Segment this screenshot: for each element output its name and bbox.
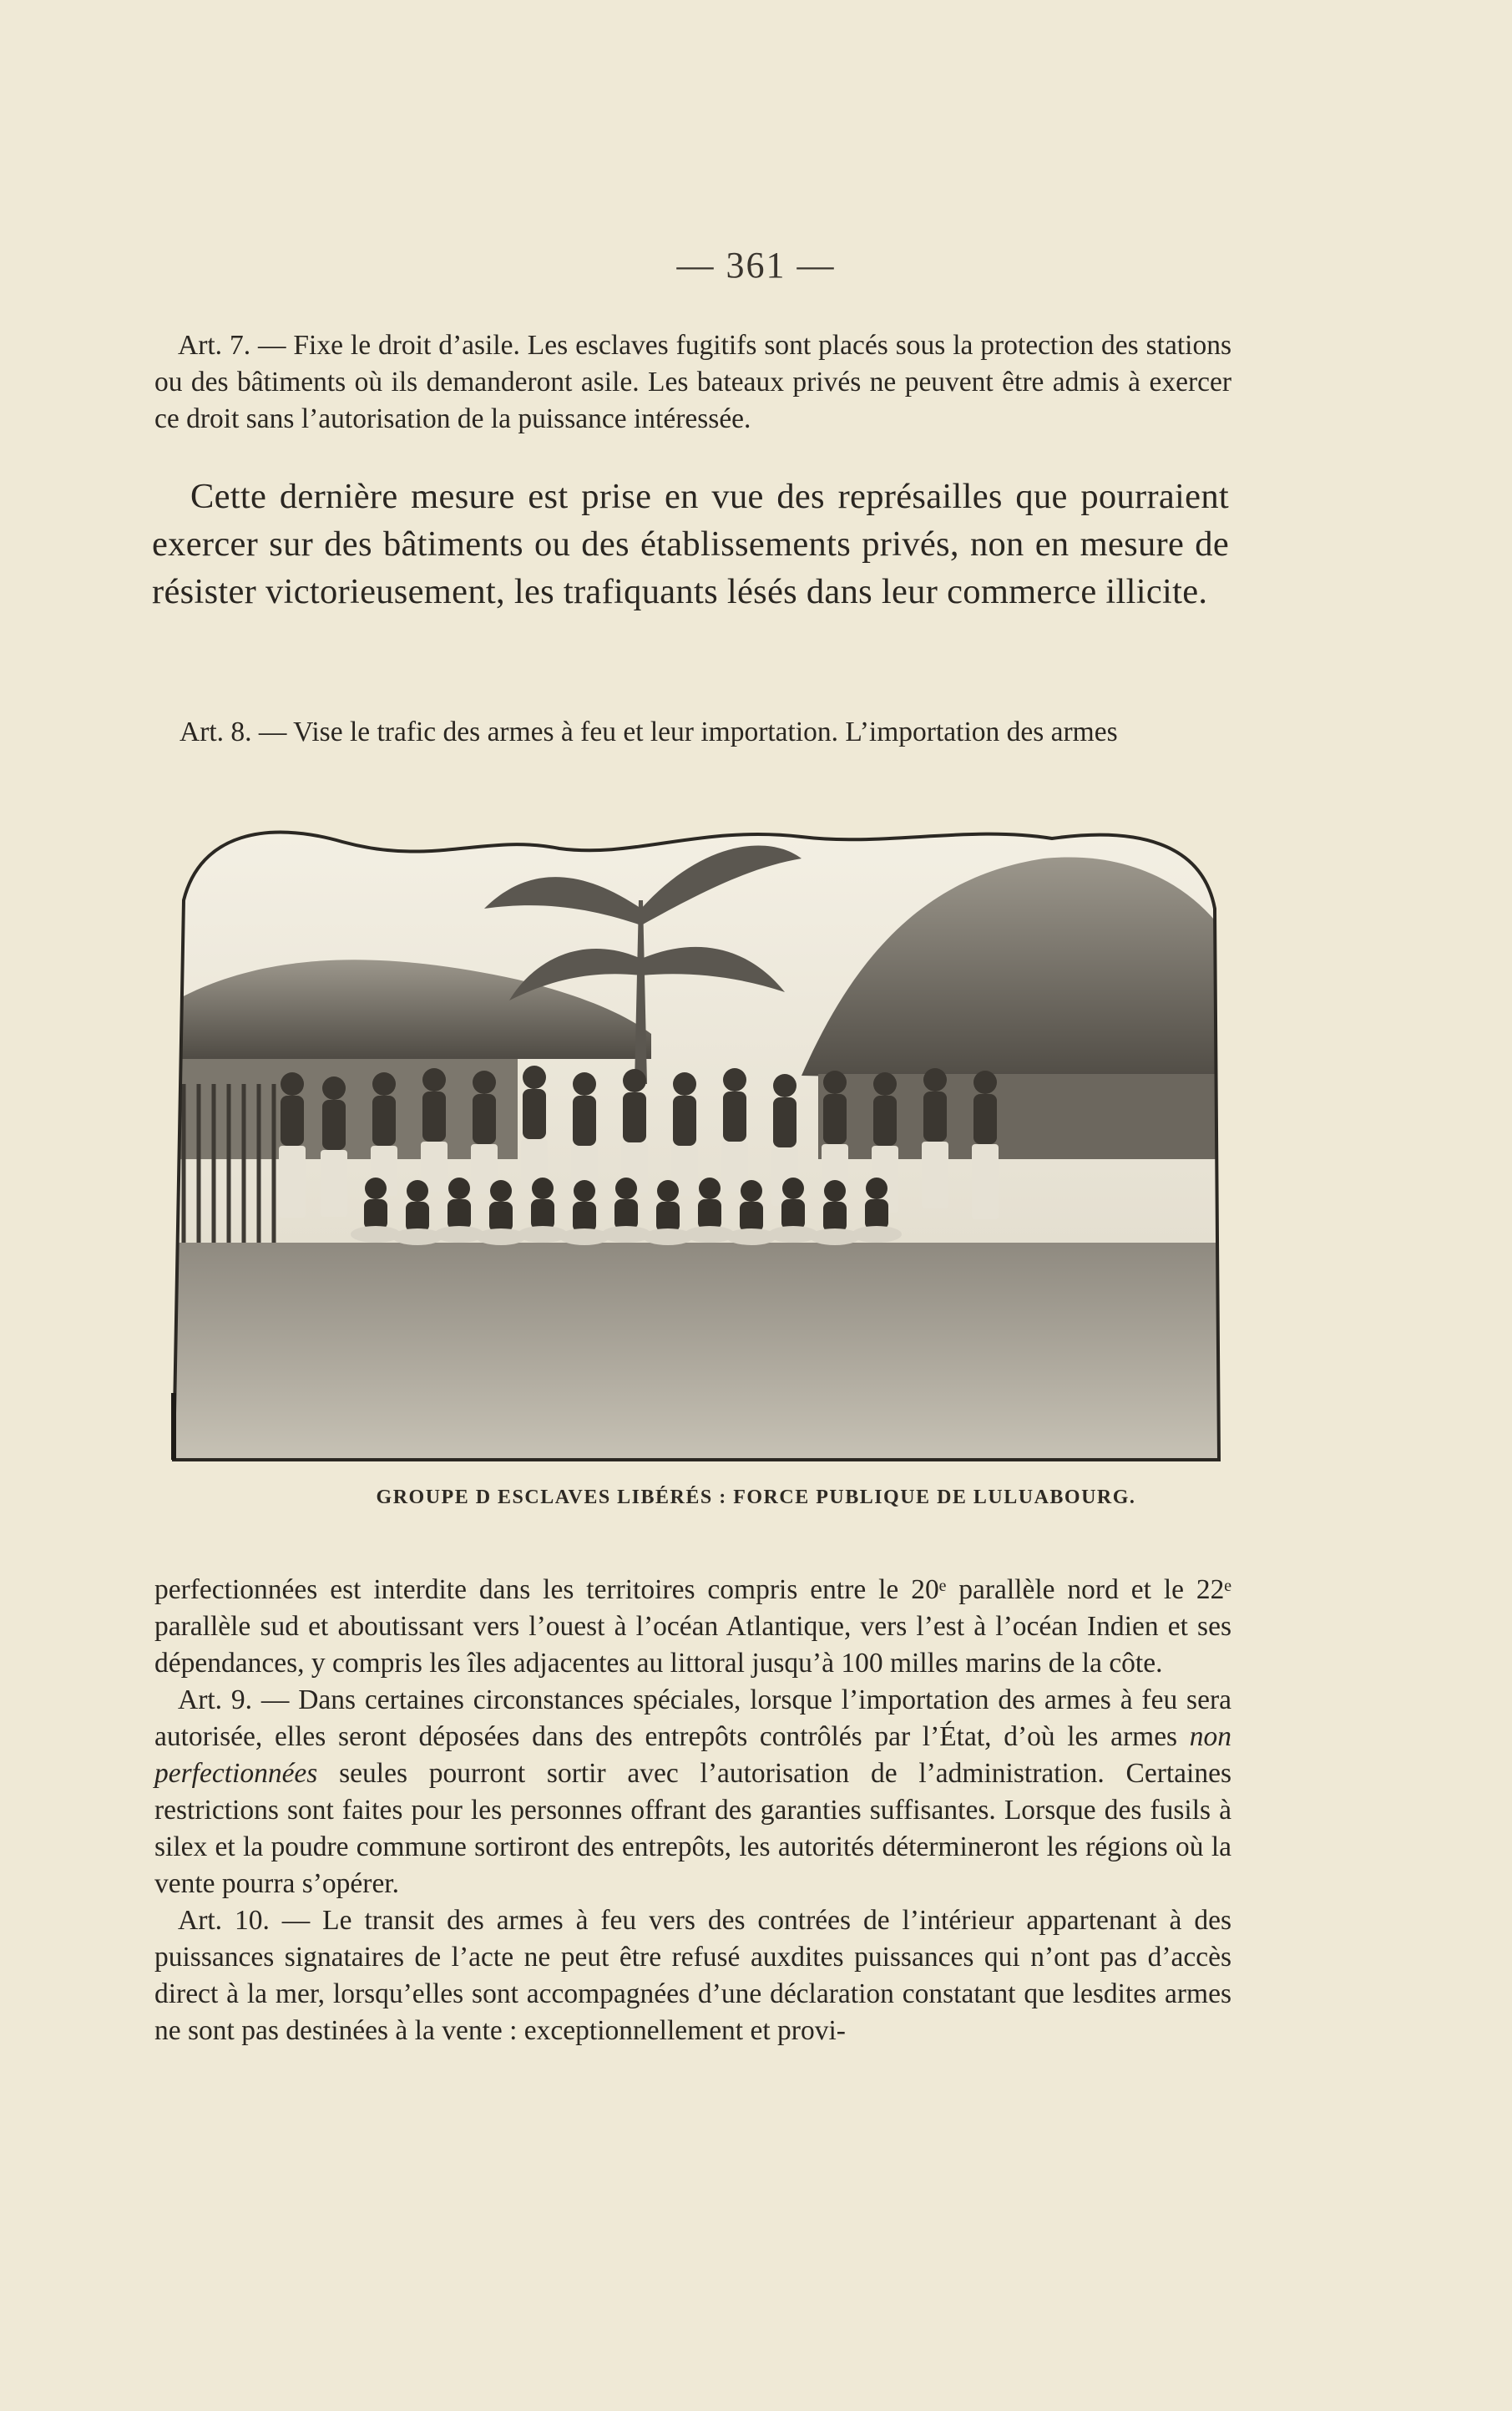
article-7-text: Art. 7. — Fixe le droit d’asile. Les esclaves fugitifs sont placés sous la protection des stations ou des bâtiments où ils demanderont asile. Les bateaux privés ne peuvent être admis à exercer ce droit sans l’autorisation de la puissance intéressée.	[154, 330, 1231, 434]
article-9-paragraph	[154, 1682, 1231, 1902]
article-8-start-text: Art. 8. — Vise le trafic des armes à feu et leur importation. L’importation des armes	[180, 717, 1118, 747]
commentary-text: Cette dernière mesure est prise en vue des représailles que pourraient exercer sur des bâtiments ou des établissements privés, non en mesure de résister victorieusement, les trafiquants lésés dans leur commerce illicite.	[152, 477, 1229, 611]
article-8-start	[180, 714, 1231, 751]
figure-caption: GROUPE D ESCLAVES LIBÉRÉS : FORCE PUBLIQUE DE LULUABOURG.	[376, 1487, 1136, 1508]
page-number: — 361 —	[676, 245, 836, 286]
photograph	[167, 808, 1223, 1468]
article-8-continuation-text: perfectionnées est interdite dans les territoires compris entre le 20ᵉ parallèle nord et le 22ᵉ parallèle sud et aboutissant vers l’ouest à l’océan Atlantique, vers l’est à l’océan Indien et ses dépendances, y compris les îles adjacentes au littoral jusqu’à 100 milles marins de la côte.	[154, 1574, 1231, 1679]
commentary-paragraph	[152, 473, 1229, 615]
article-9-part2: seules pourront sortir avec l’autorisation de l’administration. Certaines restrictions sont faites pour les personnes offrant des garanties suffisantes. Lorsque des fusils à silex et la poudre commune sortiront des entrepôts, les autorités détermineront les régions où la vente pourra s’opérer.	[154, 1758, 1231, 1899]
article-9-italic: non perfectionnées	[154, 1721, 1231, 1789]
article-10-text: Art. 10. — Le transit des armes à feu vers des contrées de l’intérieur appartenant à des puissances signataires de l’acte ne peut être refusé auxdites puissances qui n’ont pas d’accès direct à la mer, lorsqu’elles sont accompagnées d’une déclaration constatant que lesdites armes ne sont pas destinées à la vente : exceptionnellement et provi-	[154, 1905, 1231, 2046]
article-9-part1: Art. 9. — Dans certaines circonstances spéciales, lorsque l’importation des armes à feu sera autorisée, elles seront déposées dans des entrepôts contrôlés par l’État, d’où les armes	[154, 1684, 1231, 1752]
body-continuation	[154, 1572, 1231, 2049]
article-7-paragraph	[154, 327, 1231, 438]
